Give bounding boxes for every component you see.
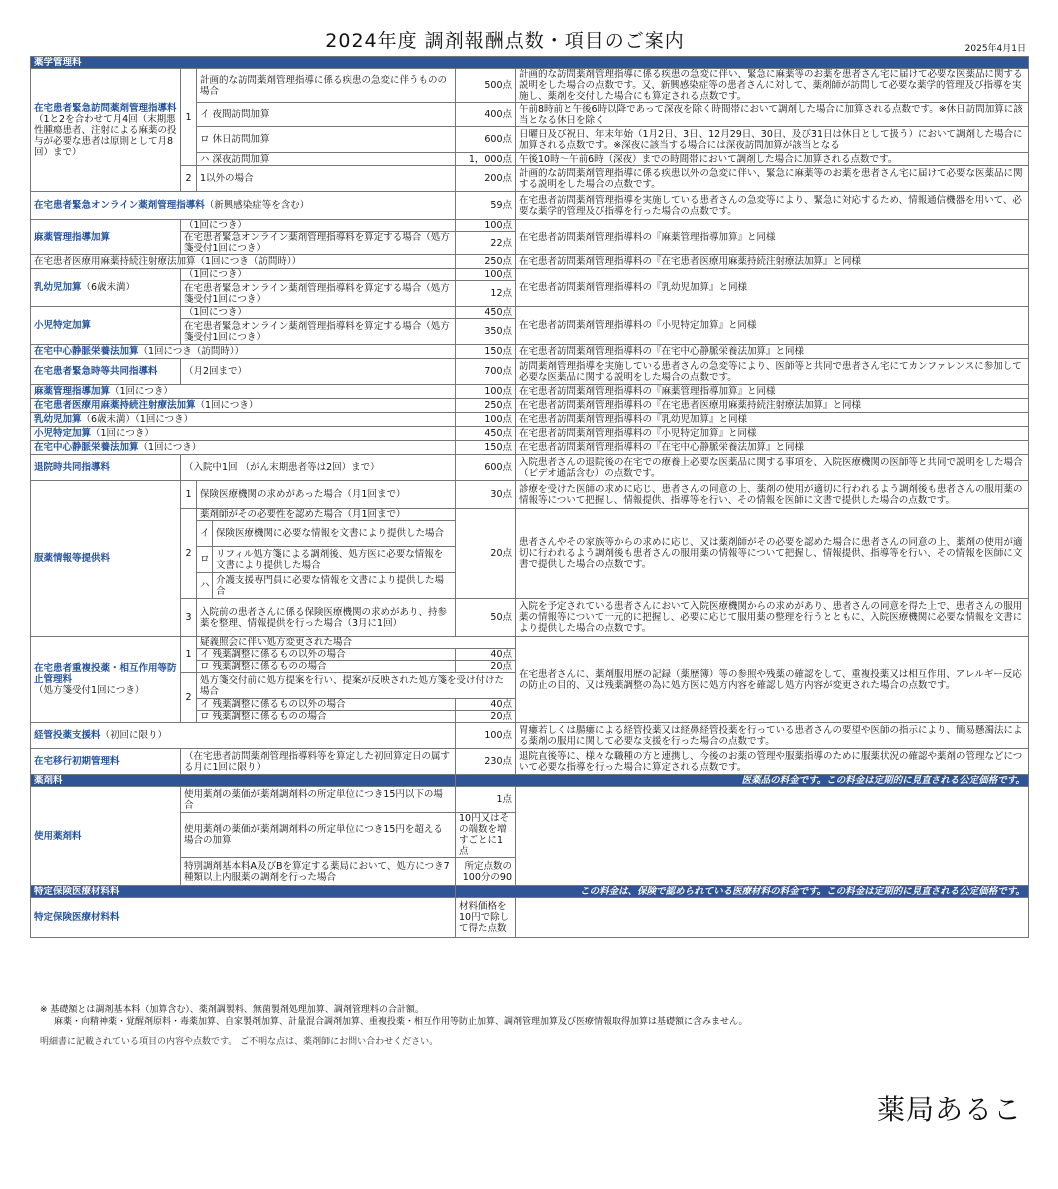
points: 100点 <box>456 723 516 749</box>
section-header-tokutei: 特定保険医療材料料 <box>31 886 456 898</box>
description: 在宅患者訪問薬剤管理指導を実施している患者さんの急変等により、緊急に対応するため、情報通信機器を用いて、必要な薬学的管理及び指導を行った場合の点数です。 <box>516 192 1029 220</box>
description: 日曜日及び祝日、年末年始（1月2日、3日、12月29日、30日、及び31日は休日として扱う）において調剤した場合に加算される点数です。※深夜に該当する場合には深夜訪問加算が該当となる <box>516 127 1029 153</box>
points: 150点 <box>456 345 516 359</box>
points: 100点 <box>456 220 516 232</box>
item-number: 1 <box>181 481 197 509</box>
category-cell: 経管投薬支援料（初回に限り） <box>31 723 456 749</box>
item-text: 特別調剤基本料A及びBを算定する薬局において、処方につき7種類以上内服薬の調剤を行った場合 <box>181 858 456 886</box>
description: 患者さんやその家族等からの求めに応じ、又は薬剤師がその必要を認めた場合に患者さんの同意の上、薬剤の使用が適切に行われるよう調剤後も患者さんの服用薬の情報等について把握し、情報提供、指導等を行い、その情報を医師に文書で提供した場合の点数です。 <box>516 509 1029 599</box>
sub-category: 小児特定加算 <box>31 307 181 345</box>
points: 100点 <box>456 385 516 399</box>
item-text: 薬剤師がその必要性を認めた場合（月1回まで） <box>197 509 456 521</box>
sub-category: 乳幼児加算（6歳未満） <box>31 269 181 307</box>
item-text: 保険医療機関に必要な情報を文書により提供した場合 <box>213 521 456 547</box>
points: 700点 <box>456 359 516 385</box>
item-text: 保険医療機関の求めがあった場合（月1回まで） <box>197 481 456 509</box>
points: 20点 <box>456 661 516 673</box>
points: 40点 <box>456 649 516 661</box>
description: 計画的な訪問薬剤管理指導に係る疾患以外の急変に伴い、緊急に麻薬等のお薬を患者さん宅に届けて必要な医薬品に関する説明をした場合の点数です。 <box>516 166 1029 192</box>
item-text: リフィル処方箋による調剤後、処方医に必要な情報を文書により提供した場合 <box>213 547 456 573</box>
points: 20点 <box>456 711 516 723</box>
category-cell: 在宅移行初期管理料 <box>31 749 181 775</box>
points: 350点 <box>456 319 516 345</box>
description: 在宅患者訪問薬剤管理指導料の『在宅中心静脈栄養法加算』と同様 <box>516 441 1029 455</box>
description: 在宅患者訪問薬剤管理指導料の『麻薬管理指導加算』と同様 <box>516 385 1029 399</box>
item-text: 乳幼児加算（6歳未満）（1回につき） <box>31 413 456 427</box>
item-text: 在宅中心静脈栄養法加算（1回につき（訪問時）） <box>31 345 456 359</box>
points: 250点 <box>456 255 516 269</box>
points: 1点 <box>456 787 516 813</box>
description: 診療を受けた医師の求めに応じ、患者さんの同意の上、薬剤の使用が適切に行われるよう調剤後も患者さんの服用薬の情報等について把握し、情報提供、指導等を行い、その情報を医師に文書で提供した場合の点数です。 <box>516 481 1029 509</box>
points: 100点 <box>456 413 516 427</box>
section-note-tokutei: この料金は、保険で認められている医療材料の料金です。この料金は定期的に見直される公定価格です。 <box>456 886 1029 898</box>
category-cell: 在宅患者緊急訪問薬剤管理指導料 （1と2を合わせて月4回（末期悪性腫瘍患者、注射による麻薬の投与が必要な患者は原則として月8回）まで） <box>31 69 181 192</box>
points: 30点 <box>456 481 516 509</box>
item-text: 麻薬管理指導加算（1回につき） <box>31 385 456 399</box>
item-text: （月2回まで） <box>181 359 456 385</box>
description-empty <box>516 787 1029 886</box>
item-text: 入院前の患者さんに係る保険医療機関の求めがあり、持参薬を整理、情報提供を行った場合（3月に1回） <box>197 599 456 637</box>
points: 59点 <box>456 192 516 220</box>
section-note-yakuzai: 医薬品の料金です。この料金は定期的に見直される公定価格です。 <box>456 775 1029 787</box>
category-cell: 在宅患者重複投薬・相互作用等防止管理料 （処方箋受付1回につき） <box>31 637 181 723</box>
points: 150点 <box>456 441 516 455</box>
points: 200点 <box>456 166 516 192</box>
points: 12点 <box>456 281 516 307</box>
points: 10円又はその端数を増すごとに1点 <box>456 813 516 858</box>
item-text: （1回につき） <box>181 307 456 319</box>
points: 22点 <box>456 232 516 255</box>
description: 在宅患者訪問薬剤管理指導料の『小児特定加算』と同様 <box>516 307 1029 345</box>
item-text: 在宅患者医療用麻薬持続注射療法加算（1回につき（訪問時）） <box>31 255 456 269</box>
category-cell: 在宅患者緊急オンライン薬剤管理指導料（新興感染症等を含む） <box>31 192 456 220</box>
item-text: 在宅患者医療用麻薬持続注射療法加算（1回につき） <box>31 399 456 413</box>
item-text: 在宅患者緊急オンライン薬剤管理指導料を算定する場合（処方箋受付1回につき） <box>181 319 456 345</box>
points: 600点 <box>456 127 516 153</box>
item-text: 在宅患者緊急オンライン薬剤管理指導料を算定する場合（処方箋受付1回につき） <box>181 232 456 255</box>
item-text: （1回につき） <box>181 220 456 232</box>
pharmacy-name: 薬局あるこ <box>876 1093 1022 1126</box>
description: 午前8時前と午後6時以降であって深夜を除く時間帯において調剤した場合に加算される点数です。※休日訪問加算に該当となる休日を除く <box>516 103 1029 127</box>
issue-date: 2025年4月1日 <box>964 44 1026 54</box>
item-text: 在宅中心静脈栄養法加算（1回につき） <box>31 441 456 455</box>
points: 1，000点 <box>456 153 516 166</box>
item-text: 使用薬剤の薬価が薬剤調剤料の所定単位につき15円以下の場合 <box>181 787 456 813</box>
section-header-yakuzai: 薬剤料 <box>31 775 456 787</box>
points: 40点 <box>456 699 516 711</box>
description: 入院を予定されている患者さんにおいて入院医療機関からの求めがあり、患者さんの同意を得た上で、患者さんの服用薬の情報等について一元的に把握し、必要に応じて服用薬の整理を行うとともに、入院医療機関に必要な情報を文書により提供した場合の点数です。 <box>516 599 1029 637</box>
item-text: ロ 休日訪問加算 <box>197 127 456 153</box>
section-header-yakugaku: 薬学管理料 <box>31 57 1029 69</box>
item-number: 2 <box>181 673 197 723</box>
points: 600点 <box>456 455 516 481</box>
item-text: 処方箋交付前に処方提案を行い、提案が反映された処方箋を受け付けた場合 <box>197 673 516 699</box>
item-text: 在宅患者緊急オンライン薬剤管理指導料を算定する場合（処方箋受付1回につき） <box>181 281 456 307</box>
points: 400点 <box>456 103 516 127</box>
description: 入院患者さんの退院後の在宅での療養上必要な医薬品に関する事項を、入院医療機関の医師等と共同で説明をした場合（ビデオ通話含む）の点数です。 <box>516 455 1029 481</box>
item-number: 2 <box>181 166 197 192</box>
description-empty <box>516 898 1029 938</box>
description: 在宅患者訪問薬剤管理指導料の『麻薬管理指導加算』と同様 <box>516 220 1029 255</box>
category-cell: 特定保険医療材料料 <box>31 898 456 938</box>
description: 在宅患者訪問薬剤管理指導料の『在宅患者医療用麻薬持続注射療法加算』と同様 <box>516 399 1029 413</box>
item-text: イ 残薬調整に係るもの以外の場合 <box>197 649 456 661</box>
item-text: 小児特定加算（1回につき） <box>31 427 456 441</box>
footnote: ※ 基礎額とは調剤基本料（加算含む）、薬剤調製料、無菌製剤処理加算、調剤管理料の合計額。 麻薬・向精神薬・覚醒剤原料・毒薬加算、自家製剤加算、計量混合調剤加算、重複投薬・相互作用等防止加算、調剤管理加算及び医療情報取得加算は基礎額に含みません。 <box>40 1005 748 1027</box>
description: 在宅患者訪問薬剤管理指導料の『乳幼児加算』と同様 <box>516 413 1029 427</box>
points: 50点 <box>456 599 516 637</box>
item-kana: ロ <box>197 547 213 573</box>
item-text: ロ 残薬調整に係るものの場合 <box>197 711 456 723</box>
item-text: ロ 残薬調整に係るものの場合 <box>197 661 456 673</box>
item-text: （在宅患者訪問薬剤管理指導料等を算定した初回算定日の属する月に1回に限り） <box>181 749 456 775</box>
points: 材料価格を10円で除して得た点数 <box>456 898 516 938</box>
points: 所定点数の100分の90 <box>456 858 516 886</box>
description: 在宅患者訪問薬剤管理指導料の『乳幼児加算』と同様 <box>516 269 1029 307</box>
item-text: 1以外の場合 <box>197 166 456 192</box>
description: 訪問薬剤管理指導を実施している患者さんの急変等により、医師等と共同で患者さん宅にてカンファレンスに参加して必要な医薬品に関する説明をした場合の点数です。 <box>516 359 1029 385</box>
description: 胃瘻若しくは腸瘻による経管投薬又は経鼻経管投薬を行っている患者さんの要望や医師の指示により、簡易懸濁法による薬剤の服用に関して必要な支援を行った場合の点数です。 <box>516 723 1029 749</box>
item-text: イ 残薬調整に係るもの以外の場合 <box>197 699 456 711</box>
item-text: ハ 深夜訪問加算 <box>197 153 456 166</box>
points: 20点 <box>456 509 516 599</box>
item-text: 疑義照会に伴い処方変更された場合 <box>197 637 516 649</box>
item-text: 計画的な訪問薬剤管理指導に係る疾患の急変に伴うものの場合 <box>197 69 456 103</box>
description: 在宅患者さんに、薬剤服用歴の記録（薬歴簿）等の参照や残薬の確認をして、重複投薬又は相互作用、アレルギー反応の防止の目的、又は残薬調整の為に処方医に処方内容を確認し処方内容が変更された場合の点数です。 <box>516 637 1029 723</box>
description: 在宅患者訪問薬剤管理指導料の『在宅患者医療用麻薬持続注射療法加算』と同様 <box>516 255 1029 269</box>
description: 在宅患者訪問薬剤管理指導料の『在宅中心静脈栄養法加算』と同様 <box>516 345 1029 359</box>
footer-contact-note: 明細書に記載されている項目の内容や点数です。 ご不明な点は、薬剤師にお問い合わせください。 <box>40 1037 439 1047</box>
sub-category: 麻薬管理指導加算 <box>31 220 181 255</box>
category-cell: 在宅患者緊急時等共同指導料 <box>31 359 181 385</box>
item-number: 2 <box>181 509 197 599</box>
item-text: イ 夜間訪問加算 <box>197 103 456 127</box>
points: 250点 <box>456 399 516 413</box>
category-cell: 退院時共同指導料 <box>31 455 181 481</box>
points: 230点 <box>456 749 516 775</box>
points: 450点 <box>456 307 516 319</box>
description: 午後10時～午前6時（深夜）までの時間帯において調剤した場合に加算される点数です。 <box>516 153 1029 166</box>
points: 500点 <box>456 69 516 103</box>
item-text: （1回につき） <box>181 269 456 281</box>
description: 退院直後等に、様々な職種の方と連携し、今後のお薬の管理や服薬指導のために服薬状況の確認や薬剤の管理などについて必要な指導を行った場合に算定される点数です。 <box>516 749 1029 775</box>
item-text: 使用薬剤の薬価が薬剤調剤料の所定単位につき15円を超える場合の加算 <box>181 813 456 858</box>
item-text: （入院中1回 （がん末期患者等は2回）まで） <box>181 455 456 481</box>
points: 100点 <box>456 269 516 281</box>
item-text: 介護支援専門員に必要な情報を文書により提供した場合 <box>213 573 456 599</box>
fee-sheet <box>30 56 1028 1000</box>
item-number: 1 <box>181 69 197 166</box>
item-number: 1 <box>181 637 197 673</box>
description: 計画的な訪問薬剤管理指導に係る疾患の急変に伴い、緊急に麻薬等のお薬を患者さん宅に届けて必要な医薬品に関する説明をした場合の点数です。又、新興感染症等の患者さんに対して、薬剤師が訪問して必要な薬学的管理及び指導を実施し、薬剤を交付した場合にも算定される点数です。 <box>516 69 1029 103</box>
item-kana: イ <box>197 521 213 547</box>
category-cell: 使用薬剤料 <box>31 787 181 886</box>
item-number: 3 <box>181 599 197 637</box>
item-kana: ハ <box>197 573 213 599</box>
fee-table <box>30 56 1029 938</box>
page-title: 2024年度 調剤報酬点数・項目のご案内 <box>325 30 685 52</box>
description: 在宅患者訪問薬剤管理指導料の『小児特定加算』と同様 <box>516 427 1029 441</box>
points: 450点 <box>456 427 516 441</box>
category-cell: 服薬情報等提供料 <box>31 481 181 637</box>
